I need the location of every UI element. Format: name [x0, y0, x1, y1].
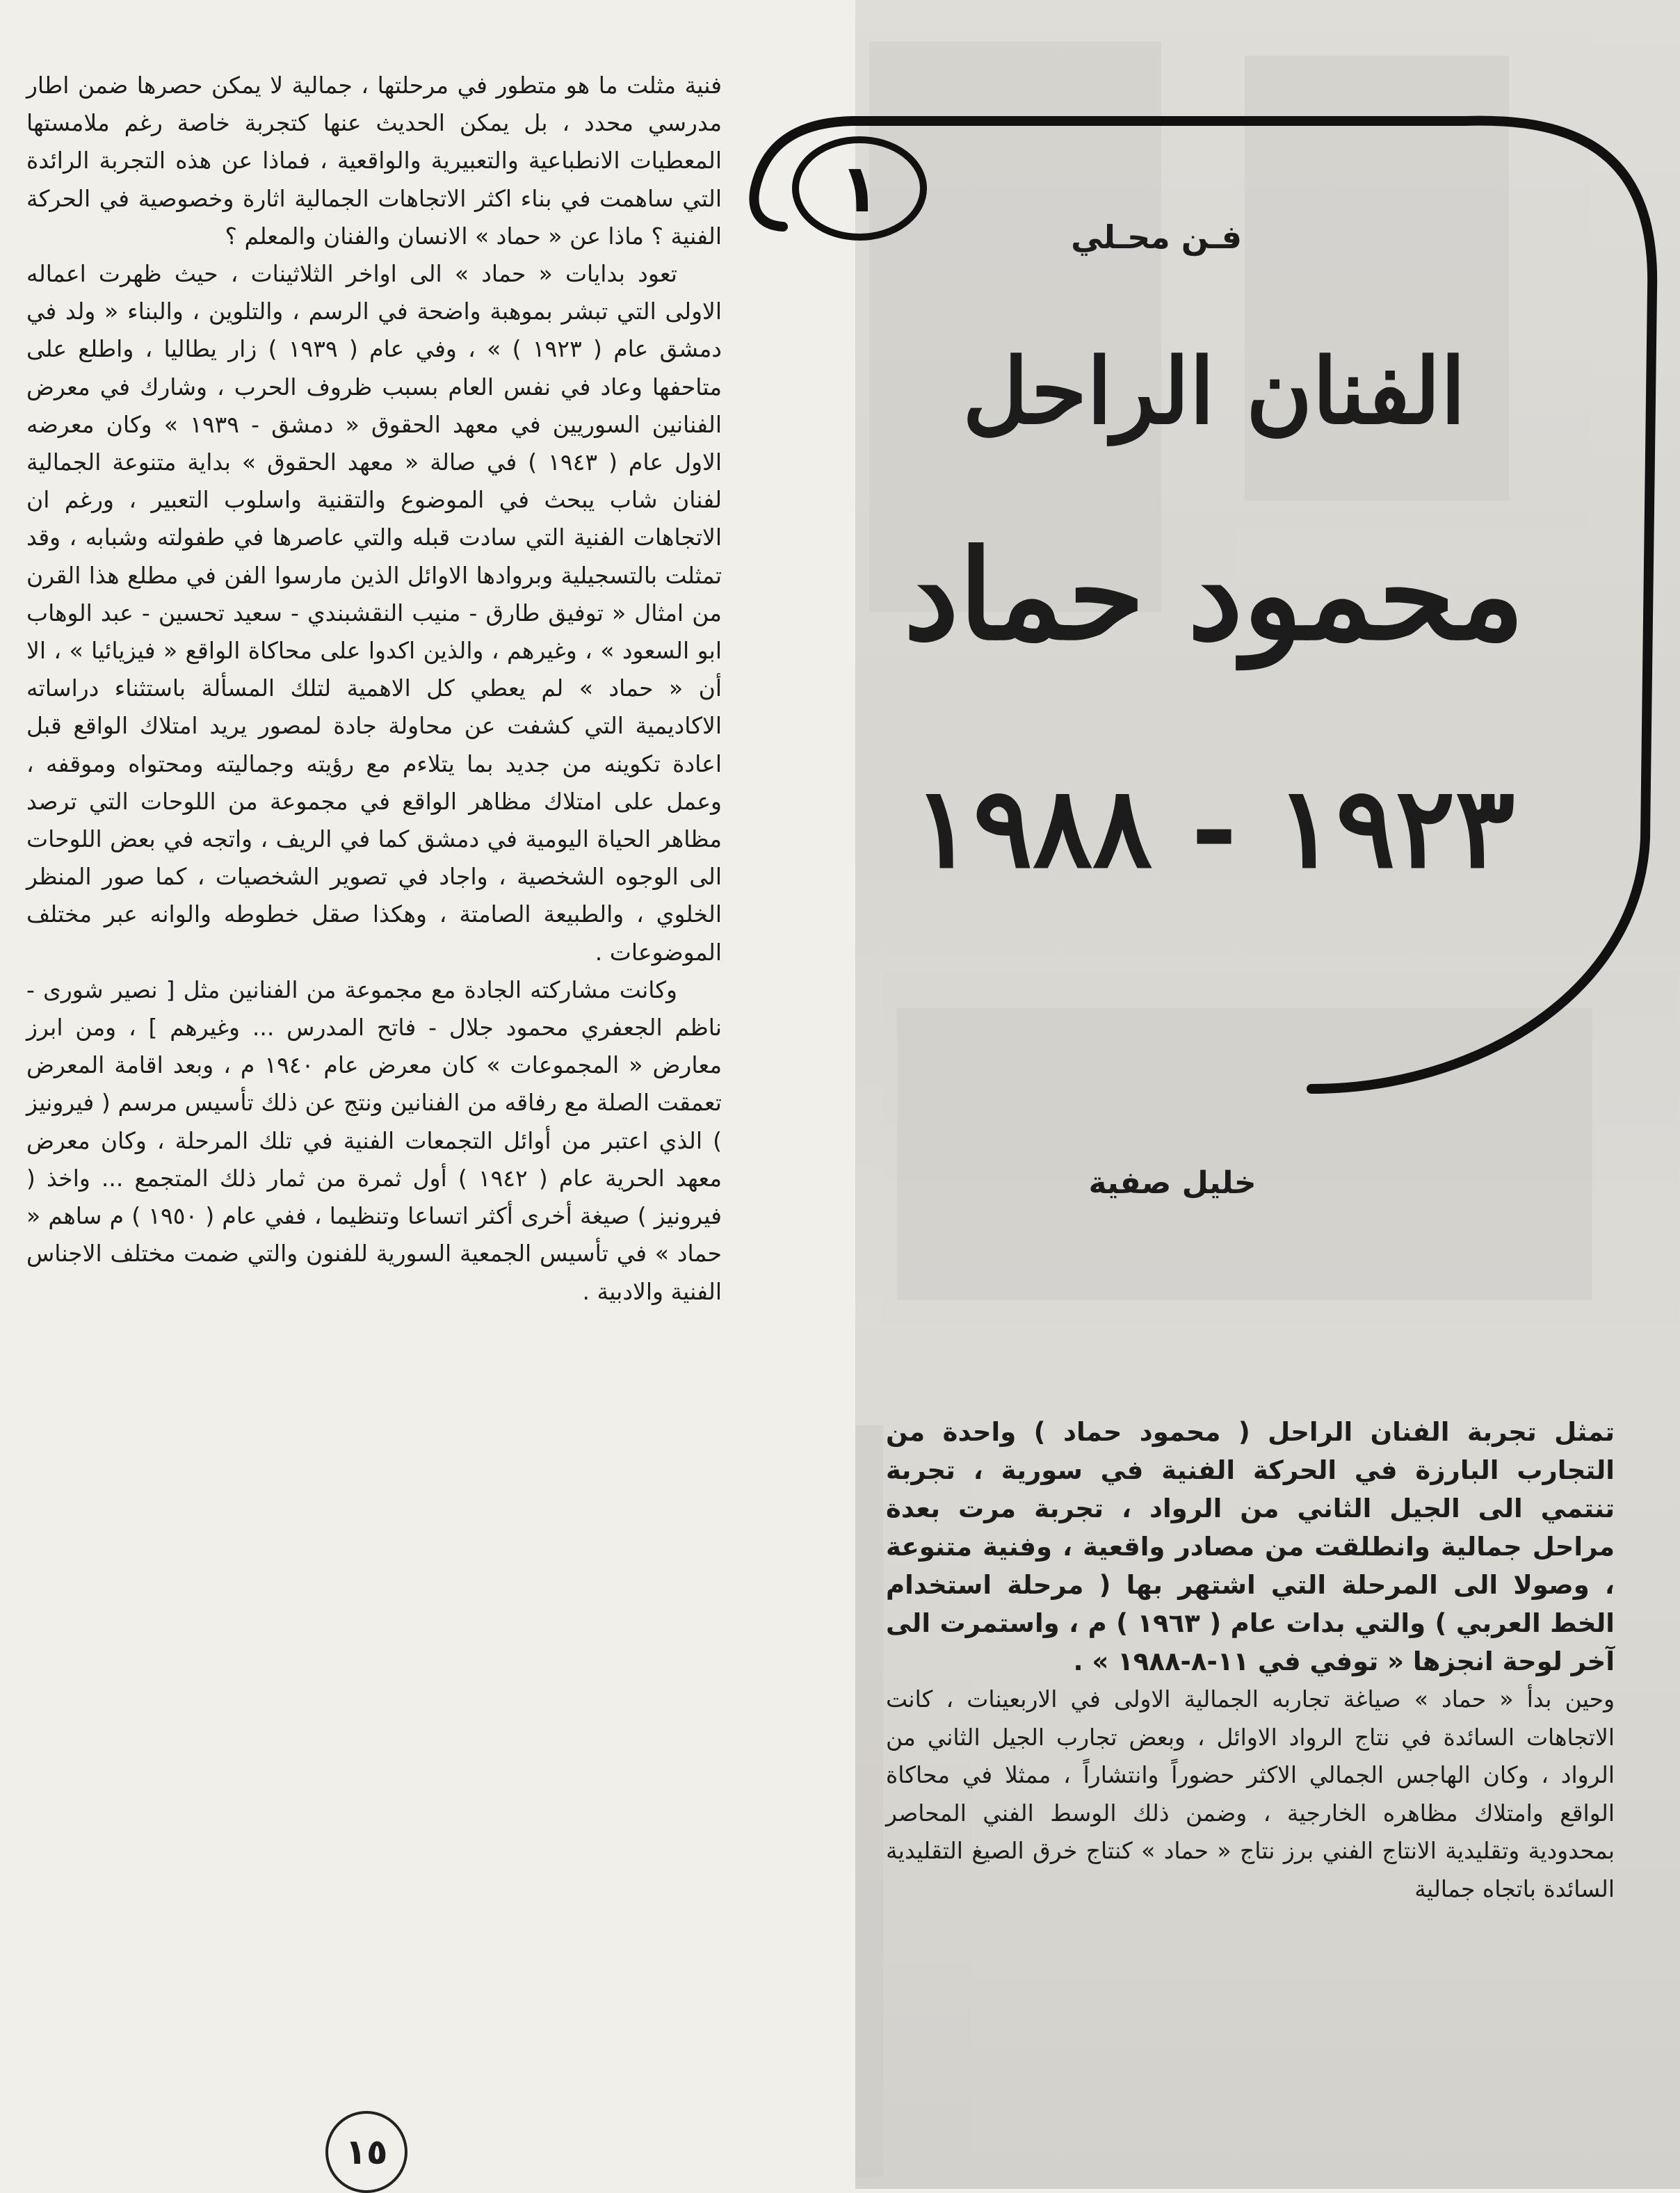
- chapter-number: ١: [839, 149, 880, 227]
- paragraph: وكانت مشاركته الجادة مع مجموعة من الفنانين مثل [ نصير شورى - ناظم الجعفري محمود جلال - فاتح المدرس ... وغيرهم ] ، ومن ابرز معارض « المجموعات » كان معرض عام ١٩٤٠ م ، وبعد اقامة المعرض تعمقت الصلة مع رفاقه من الفنانين ونتج عن ذلك تأسيس مرسم ( فيرونيز ) الذي اعتبر من أوائل التجمعات الفنية في تلك المرحلة ، وكان معرض معهد الحرية عام ( ١٩٤٢ ) أول ثمرة من ثمار ذلك المتجمع ... واخذ ( فيرونيز ) صيغة أخرى أكثر اتساعا وتنظيما ، ففي عام ( ١٩٥٠ ) م ساهم « حماد » في تأسيس الجمعية السورية للفنون والتي ضمت مختلف الاجناس الفنية والادبية .: [26, 976, 722, 1305]
- section-label: فـن محـلي: [1071, 218, 1242, 256]
- life-dates: ١٩٢٣ - ١٩٨٨: [913, 762, 1515, 893]
- article-right-column: [886, 1413, 1615, 1909]
- paragraph: وحين بدأ « حماد » صياغة تجاربه الجمالية الاولى في الاربعينات ، كانت الاتجاهات السائدة في نتاج الرواد الاوائل ، وبعض تجارب الجيل الثاني من الرواد ، وكان الهاجس الجمالي الاكثر حضوراً وانتشاراً ، ممثلا في محاكاة الواقع وامتلاك مظاهره الخارجية ، وضمن ذلك الوسط الفني المحاصر بمحدودية وتقليدية الانتاج الفني برز نتاج « حماد » كنتاج خرق الصيغ التقليدية السائدة باتجاه جمالية: [886, 1685, 1615, 1902]
- title-frame: [741, 115, 1673, 1201]
- artist-name: محمود حماد: [903, 522, 1525, 667]
- author-byline: خليل صفية: [1088, 1165, 1257, 1201]
- page-number: ١٥: [325, 2111, 407, 2193]
- article-title: الفنان الراحل: [962, 338, 1466, 444]
- paragraph: تعود بدايات « حماد » الى اواخر الثلاثينات ، حيث ظهرت اعماله الاولى التي تبشر بموهبة واضحة في الرسم ، والتلوين ، والبناء « ولد في دمشق عام ( ١٩٢٣ ) » ، وفي عام ( ١٩٣٩ ) زار يطاليا ، واطلع على متاحفها وعاد في نفس العام بسبب ظروف الحرب ، وشارك في معرض الفنانين السوريين في معهد الحقوق « دمشق - ١٩٣٩ » وكان معرضه الاول عام ( ١٩٤٣ ) في صالة « معهد الحقوق » بداية متنوعة الجمالية لفنان شاب يبحث في الموضوع والتقنية واسلوب التعبير ، ورغم ان الاتجاهات الفنية التي سادت قبله والتي عاصرها في طفولته وشبابه ، وقد تمثلت بالتسجيلية وبروادها الاوائل الذين مارسوا الفن في مطلع هذا القرن من امثال « توفيق طارق - منيب النقشبندي - سعيد تحسين - عبد الوهاب ابو السعود » ، وغيرهم ، والذين اكدوا على محاكاة الواقع « فيزيائيا » ، الا أن « حماد » لم يعطي كل الاهمية لتلك المسألة باستثناء دراساته الاكاديمية التي كشفت عن محاولة جادة لمصور يريد امتلاك الواقع قبل اعادة تكوينه من جديد بما يتلاءم مع رؤيته وجماليته ومحتواه وموقفه ، وعمل على امتلاك مظاهر الواقع في مجموعة من اللوحات التي ترصد مظاهر الحياة اليومية في دمشق كما في الريف ، واتجه في بعض اللوحات الى الوجوه الشخصية ، واجاد في تصوير الشخصيات ، كما صور المنظر الخلوي ، والطبيعة الصامتة ، وهكذا صقل خطوطه والوانه عبر مختلف الموضوعات .: [26, 260, 722, 966]
- paragraph: فنية مثلت ما هو متطور في مرحلتها ، جمالية لا يمكن حصرها ضمن اطار مدرسي محدد ، بل يمكن الحديث عنها كتجربة خاصة رغم ملامستها المعطيات الانطباعية والتعبيرية والواقعية ، فماذا عن هذه التجربة الرائدة التي ساهمت في بناء اكثر الاتجاهات الجمالية اثارة وخصوصية في الحركة الفنية ؟ ماذا عن « حماد » الانسان والفنان والمعلم ؟: [26, 72, 722, 250]
- intro-paragraph: تمثل تجربة الفنان الراحل ( محمود حماد ) واحدة من التجارب البارزة في الحركة الفنية في سورية ، تجربة تنتمي الى الجيل الثاني من الرواد ، تجربة مرت بعدة مراحل جمالية وانطلقت من مصادر واقعية ، وفنية متنوعة ، وصولا الى المرحلة التي اشتهر بها ( مرحلة استخدام الخط العربي ) والتي بدات عام ( ١٩٦٣ ) م ، واستمرت الى آخر لوحة انجزها « توفي في ١١-٨-١٩٨٨ » .: [886, 1417, 1615, 1676]
- article-left-column: [26, 67, 722, 1311]
